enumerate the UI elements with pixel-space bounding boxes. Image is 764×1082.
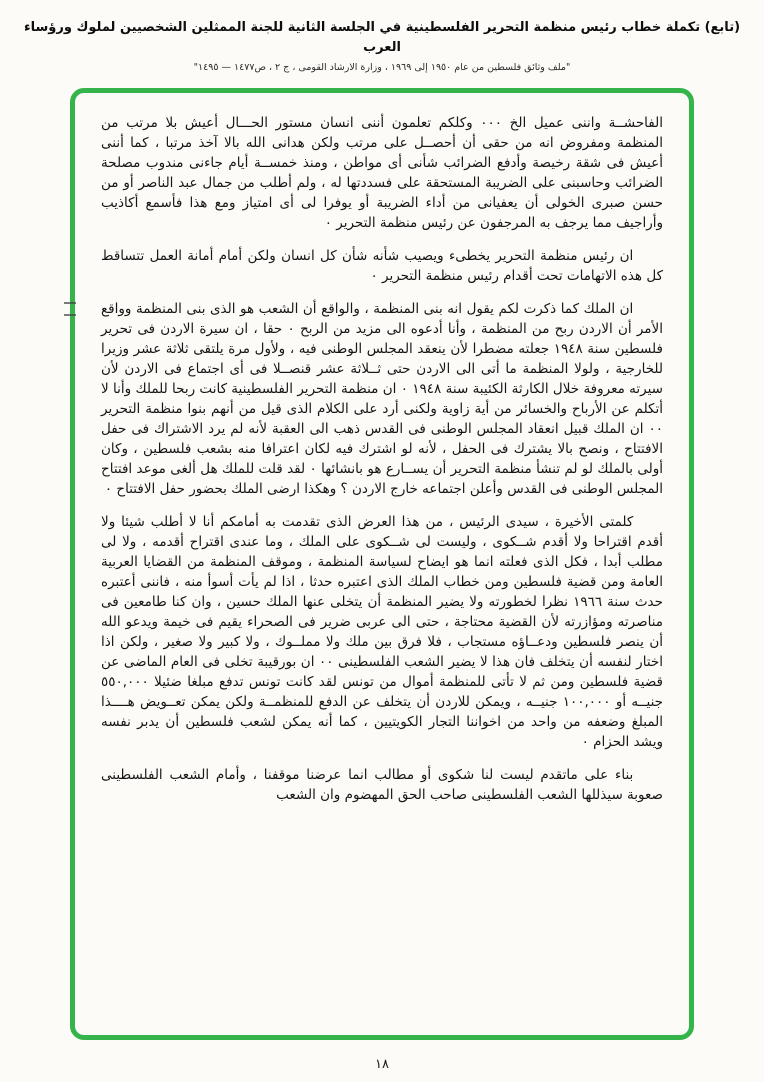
paragraph-5: بناء على ماتقدم ليست لنا شكوى أو مطالب انما عرضنا موقفنا ، وأمام الشعب الفلسطينى صعوبة سيذللها الشعب الفلسطينى صاحب الحق المهضوم وان الشعب [101,767,663,803]
paragraph-3: ان الملك كما ذكرت لكم يقول انه بنى المنظمة ، والواقع أن الشعب هو الذى بنى المنظمة وواقع الأمر أن الاردن ربح من المنظمة ، وأنا أدعوه الى مزيد من الربح ٠ حقا ، ان سيرة الاردن فى تحرير فلسطين سنة ١٩٤٨ جعلته مضطرا لأن ينعقد المجلس الوطنى فيه ، ولأول مرة يلتقى ثلاثة عشر وزيرا للخارجية ، ولولا المنظمة ما أتى الى الاردن حتى ثــلاثة عشر قنصــلا فى أى اجتماع فى الاردن لأن سيرته معروفة خلال الكارثة الكئيبة سنة ١٩٤٨ ٠ ان منظمة التحرير الفلسطينية كانت ربحا للملك وأنا لا أتكلم عن الأرباح والخسائر من أية زاوية ولكنى أرد على الكلام الذى قيل من أنهم بنوا منظمة التحرير ٠٠ ان الملك قبيل انعقاد المجلس الوطنى فى القدس ذهب الى العقبة لأنه لم يرد الاشتراك فى حفل الافتتاح ، ونصح بالا يشترك فى الحفل ، لأنه لو اشترك فيه لكان اعترافا منه بشعب فلسطين ، وكان أولى بالملك لو لم تنشأ منظمة التحرير أن يســارع هو بانشائها ٠ لقد قلت للملك هل ألغى موعد افتتاح المجلس الوطنى فى القدس وأعلن اجتماعه خارج الاردن ؟ وهكذا ارضى الملك بحضور حفل الافتتاح ٠ [101,301,663,497]
page-number: ١٨ [375,1057,389,1072]
document-source-citation: "ملف وثائق فلسطين من عام ١٩٥٠ إلى ١٩٦٩ ، وزارة الارشاد القومى ، ج ٢ ، ص١٤٧٧ — ١٤٩٥" [193,62,571,73]
content-border-box [70,88,694,1040]
paragraph-2: ان رئيس منظمة التحرير يخطىء ويصيب شأنه شأن كل انسان ولكن أمام أمانة العمل تتساقط كل هذه الاتهامات تحت أقدام رئيس منظمة التحرير ٠ [101,248,663,284]
paragraph-1: الفاحشــة واننى عميل الخ ٠٠٠ وكلكم تعلمون أننى انسان مستور الحـــال أعيش بلا مرتب من المنظمة ومفروض انه من حقى أن أحصــل على مرتب ولكن هدانى الله بالا آخذ مرتبا ، كما أننى أعيش فى شقة رخيصة وأدفع الضرائب شأنى أى مواطن ، ومنذ خمســة أيام جاءنى مندوب مصلحة الضرائب وحاسبنى على الضريبة المستحقة على فسددتها له ، ولم أطلب من جمال عبد الناصر أو من حسن صبرى الخولى أن يعفيانى من أداء الضريبة أو يوفرا لى أى امتياز ومع هذا فأسمع أكاذيب وأراجيف مما يرجف به المرجفون عن رئيس منظمة التحرير ٠ [101,115,663,231]
document-body [101,113,663,805]
document-title: (تابع) تكملة خطاب رئيس منظمة التحرير الفلسطينية في الجلسة الثانية للجنة الممثلين الشخصيين لملوك ورؤساء العرب [23,20,741,55]
document-header [0,0,764,73]
paragraph-4: كلمتى الأخيرة ، سيدى الرئيس ، من هذا العرض الذى تقدمت به أمامكم أنا لا أطلب شيئا ولا أقدم اقتراحا ولا أقدم شــكوى ، وليست لى شــكوى على الملك ، وما عندى اقتراح أقدمه ، ولا لى مطلب أبدا ، فكل الذى فعلته انما هو ايضاح لسياسة المنظمة ، وموقف المنظمة من القضايا العربية العامة ومن قضية فلسطين ومن خطاب الملك الذى اعتبره حدثا ، اذا لم يأت أسوأ منه ، فاننى أعتبره حدث سنة ١٩٦٦ نظرا لخطورته ولا يضير المنظمة أن يتخلى عنها الملك حسين ، وان كنا طامعين فى مناصرته ومؤازرته لأن القضية محتاجة ، حتى الى عربى ضرير فى الصحراء يقيم فى خيمة ويدعو الله أن ينصر فلسطين ودعــاؤه مستجاب ، فلا فرق بين ملك ولا مملــوك ، ولا كبير ولا صغير ، ولكن اذا اختار لنفسه أن يتخلف فان هذا لا يضير الشعب الفلسطينى ٠٠ ان بورقيبة تخلى فى العام الماضى عن قضية فلسطين ومن ثم لا تأتى للمنظمة أموال من تونس لقد كانت تونس تدفع مبلغا ضئيلا ٥٥٠,٠٠٠ جنيــه أو ١٠٠,٠٠٠ جنيــه ، ويمكن للاردن أن يتخلف عن الدفع للمنظمــة ولكن يمكن تعــويض هــــذا المبلغ وضعفه من واحد من اخواننا التجار الكويتيين ، كما أنه يمكن لشعب فلسطين أن يدبر نفسه ويشد الحزام ٠ [101,514,663,750]
scan-artifact-marks [64,302,76,316]
